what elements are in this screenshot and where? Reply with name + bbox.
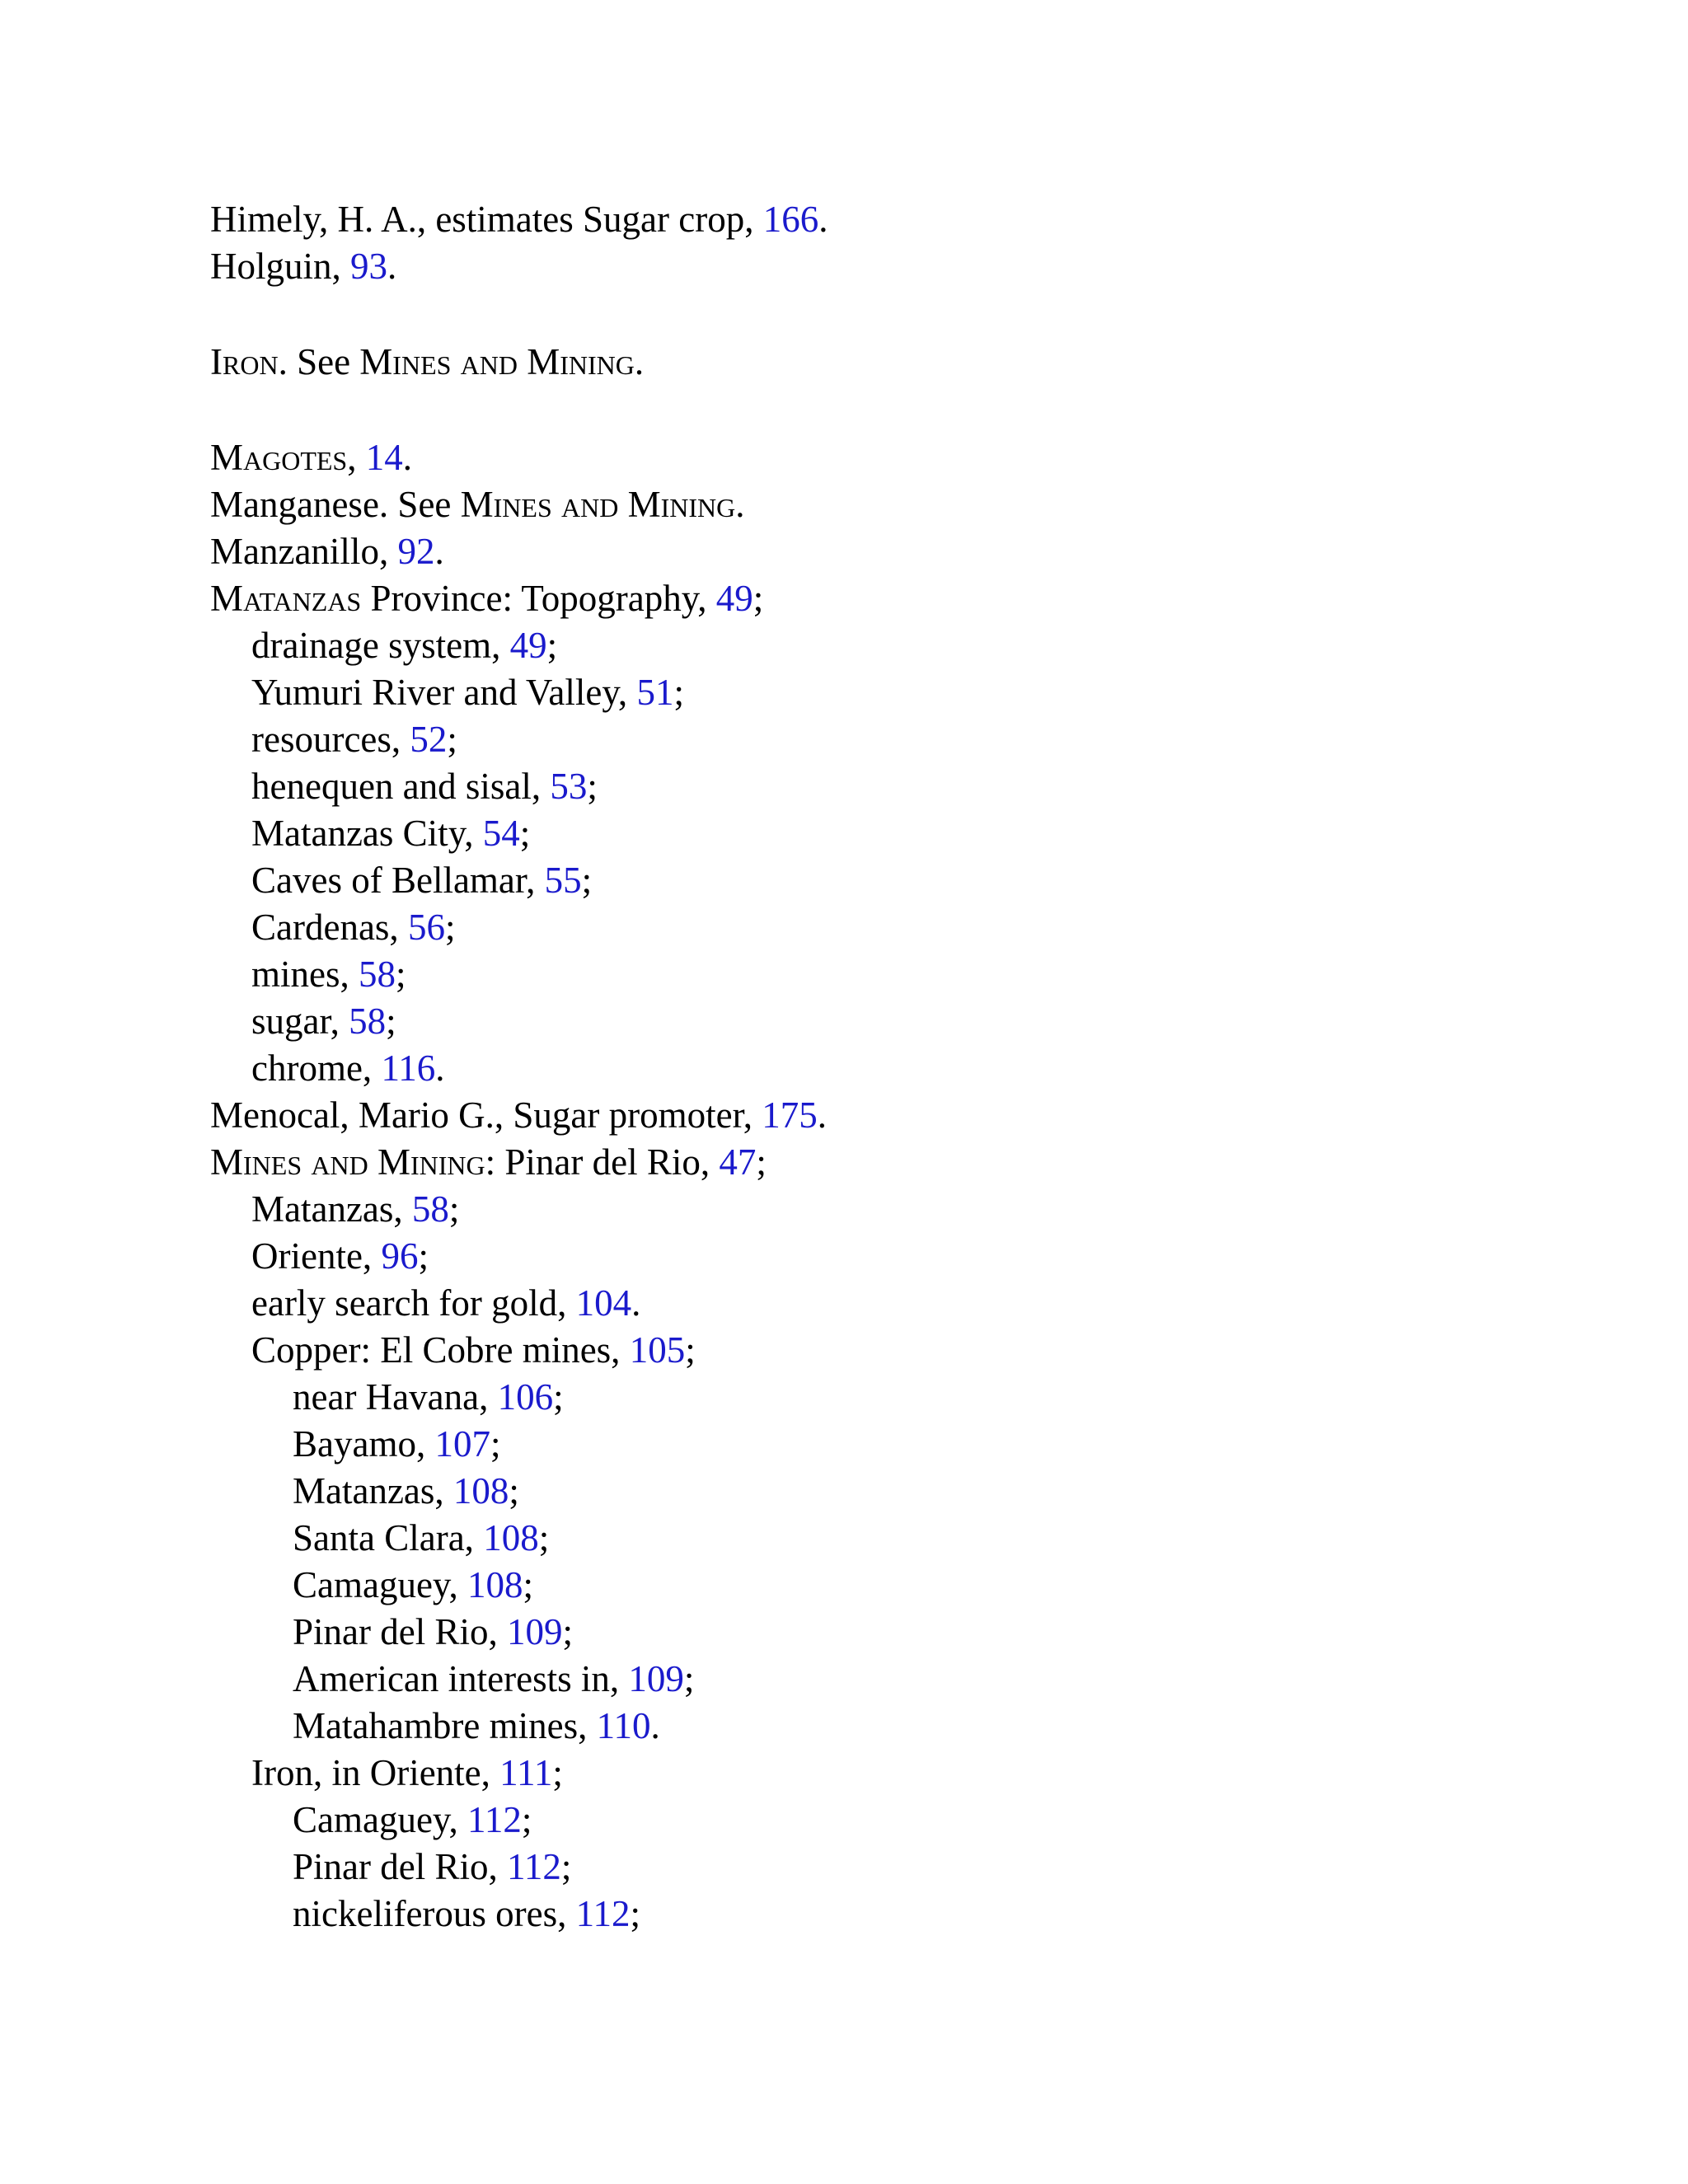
entry-text: Pinar del Rio, <box>293 1846 507 1887</box>
page-number-link[interactable]: 56 <box>407 907 445 948</box>
entry-text: Manzanillo, <box>210 531 398 572</box>
entry-text: . <box>634 341 645 382</box>
index-subentry <box>210 1327 1611 1374</box>
entry-text: Holguin, <box>210 246 351 287</box>
page-number-link[interactable]: 116 <box>381 1047 436 1089</box>
page-number-link[interactable]: 55 <box>544 860 582 901</box>
entry-text: . <box>631 1282 641 1324</box>
entry-text: Oriente, <box>251 1235 382 1277</box>
entry-text: ; <box>552 1752 563 1793</box>
section-gap <box>210 290 1611 339</box>
index-subentry <box>210 1797 1611 1844</box>
entry-text: Camaguey, <box>293 1564 468 1605</box>
entry-text: ; <box>448 1188 460 1230</box>
page-number-link[interactable]: 175 <box>762 1094 818 1136</box>
index-subentry <box>210 1374 1611 1421</box>
entry-text: Caves of Bellamar, <box>251 860 545 901</box>
page-number-link[interactable]: 49 <box>715 578 753 619</box>
index-page <box>210 196 1611 1938</box>
entry-text: ; <box>523 1564 534 1605</box>
index-entry <box>210 196 1611 243</box>
small-caps-term: Iron <box>210 341 279 382</box>
page-number-link[interactable]: 58 <box>359 954 396 995</box>
page-number-link[interactable]: 112 <box>575 1893 631 1934</box>
index-subentry <box>210 1891 1611 1938</box>
entry-text: ; <box>673 672 684 713</box>
index-subentry <box>210 1045 1611 1092</box>
page-number-link[interactable]: 108 <box>483 1517 539 1558</box>
index-subentry <box>210 1703 1611 1750</box>
entry-text: nickeliferous ores, <box>293 1893 576 1934</box>
entry-text: Santa Clara, <box>293 1517 484 1558</box>
entry-text: ; <box>418 1235 429 1277</box>
entry-text: . <box>387 246 397 287</box>
page-number-link[interactable]: 106 <box>497 1376 554 1418</box>
entry-text: ; <box>753 578 764 619</box>
entry-text: ; <box>538 1517 550 1558</box>
page-number-link[interactable]: 111 <box>499 1752 553 1793</box>
page-number-link[interactable]: 109 <box>628 1658 684 1699</box>
small-caps-term: Matanzas <box>210 578 362 619</box>
entry-text: early search for gold, <box>251 1282 576 1324</box>
page-number-link[interactable]: 107 <box>434 1423 490 1465</box>
index-subentry <box>210 1421 1611 1468</box>
entry-text: near Havana, <box>293 1376 498 1418</box>
entry-text: Matahambre mines, <box>293 1705 597 1746</box>
entry-text: chrome, <box>251 1047 382 1089</box>
index-subentry <box>210 998 1611 1045</box>
small-caps-term: Magotes <box>210 437 348 478</box>
index-subentry <box>210 1844 1611 1891</box>
section-gap <box>210 386 1611 434</box>
index-subentry <box>210 951 1611 998</box>
entry-text: Yumuri River and Valley, <box>251 672 637 713</box>
entry-text: . <box>402 437 412 478</box>
index-subentry <box>210 1468 1611 1515</box>
entry-text: , <box>347 437 366 478</box>
index-entry <box>210 1092 1611 1139</box>
index-entry <box>210 481 1611 528</box>
entry-text: Matanzas, <box>251 1188 412 1230</box>
index-subentry <box>210 1609 1611 1656</box>
page-number-link[interactable]: 47 <box>719 1141 757 1183</box>
entry-text: ; <box>553 1376 564 1418</box>
entry-text: Matanzas City, <box>251 813 483 854</box>
entry-text: Copper: El Cobre mines, <box>251 1329 630 1371</box>
index-entry <box>210 434 1611 481</box>
entry-text: drainage system, <box>251 625 510 666</box>
index-subentry <box>210 1280 1611 1327</box>
index-subentry <box>210 1562 1611 1609</box>
page-number-link[interactable]: 51 <box>636 672 674 713</box>
entry-text: . <box>817 1094 828 1136</box>
entry-text: Matanzas, <box>293 1470 453 1511</box>
index-subentry <box>210 857 1611 904</box>
index-subentry <box>210 716 1611 763</box>
entry-text: ; <box>685 1329 696 1371</box>
entry-text: . See <box>278 341 360 382</box>
page-number-link[interactable]: 49 <box>509 625 547 666</box>
page-number-link[interactable]: 58 <box>411 1188 449 1230</box>
entry-text: American interests in, <box>293 1658 629 1699</box>
index-entry <box>210 339 1611 386</box>
entry-text: ; <box>560 1846 572 1887</box>
entry-text: Cardenas, <box>251 907 408 948</box>
entry-text: ; <box>444 907 456 948</box>
small-caps-term: Mines and Mining <box>460 484 736 525</box>
page-number-link[interactable]: 166 <box>762 199 819 240</box>
entry-text: ; <box>509 1470 519 1511</box>
entry-text: ; <box>562 1611 573 1652</box>
entry-text: ; <box>519 813 531 854</box>
entry-text: mines, <box>251 954 359 995</box>
entry-text: . <box>818 199 828 240</box>
entry-text: sugar, <box>251 1001 349 1042</box>
index-subentry <box>210 622 1611 669</box>
index-subentry <box>210 1515 1611 1562</box>
index-subentry <box>210 1186 1611 1233</box>
page-number-link[interactable]: 53 <box>550 766 588 807</box>
entry-text: . <box>435 1047 445 1089</box>
page-number-link[interactable]: 109 <box>506 1611 563 1652</box>
entry-text: resources, <box>251 719 410 760</box>
entry-text: ; <box>386 1001 396 1042</box>
entry-text: ; <box>630 1893 640 1934</box>
page-number-link[interactable]: 108 <box>452 1470 509 1511</box>
index-subentry <box>210 763 1611 810</box>
entry-text: ; <box>683 1658 695 1699</box>
entry-text: . <box>650 1705 660 1746</box>
page-number-link[interactable]: 92 <box>397 531 435 572</box>
entry-text: Bayamo, <box>293 1423 435 1465</box>
entry-text: . <box>434 531 444 572</box>
index-subentry <box>210 810 1611 857</box>
entry-text: ; <box>587 766 598 807</box>
entry-text: Iron, in Oriente, <box>251 1752 500 1793</box>
page-number-link[interactable]: 112 <box>506 1846 561 1887</box>
entry-text: ; <box>490 1423 501 1465</box>
index-entry <box>210 575 1611 622</box>
page-number-link[interactable]: 54 <box>482 813 520 854</box>
entry-text: . <box>735 484 745 525</box>
index-subentry <box>210 1233 1611 1280</box>
page-number-link[interactable]: 108 <box>467 1564 523 1605</box>
index-entry <box>210 528 1611 575</box>
page-number-link[interactable]: 110 <box>596 1705 651 1746</box>
entry-text: ; <box>521 1799 532 1840</box>
entry-text: : Pinar del Rio, <box>485 1141 720 1183</box>
index-subentry <box>210 904 1611 951</box>
page-number-link[interactable]: 93 <box>350 246 388 287</box>
index-subentry <box>210 1656 1611 1703</box>
small-caps-term: Mines and Mining <box>210 1141 485 1183</box>
entry-text: ; <box>396 954 406 995</box>
index-entry <box>210 1139 1611 1186</box>
entry-text: ; <box>546 625 558 666</box>
page-number-link[interactable]: 58 <box>349 1001 387 1042</box>
entry-text: Pinar del Rio, <box>293 1611 507 1652</box>
page-number-link[interactable]: 96 <box>381 1235 419 1277</box>
entry-text: ; <box>581 860 593 901</box>
page-number-link[interactable]: 52 <box>410 719 448 760</box>
entry-text: ; <box>447 719 457 760</box>
small-caps-term: Mines and Mining <box>359 341 635 382</box>
entry-text: henequen and sisal, <box>251 766 551 807</box>
entry-text: Province: Topography, <box>361 578 716 619</box>
entry-text: Camaguey, <box>293 1799 468 1840</box>
entry-text: Manganese. See <box>210 484 461 525</box>
index-entry <box>210 243 1611 290</box>
page-number-link[interactable]: 112 <box>467 1799 522 1840</box>
entry-text: Menocal, Mario G., Sugar promoter, <box>210 1094 762 1136</box>
page-number-link[interactable]: 104 <box>575 1282 632 1324</box>
page-number-link[interactable]: 14 <box>365 437 403 478</box>
page-number-link[interactable]: 105 <box>629 1329 686 1371</box>
index-subentry <box>210 669 1611 716</box>
entry-text: ; <box>756 1141 767 1183</box>
entry-text: Himely, H. A., estimates Sugar crop, <box>210 199 763 240</box>
index-subentry <box>210 1750 1611 1797</box>
